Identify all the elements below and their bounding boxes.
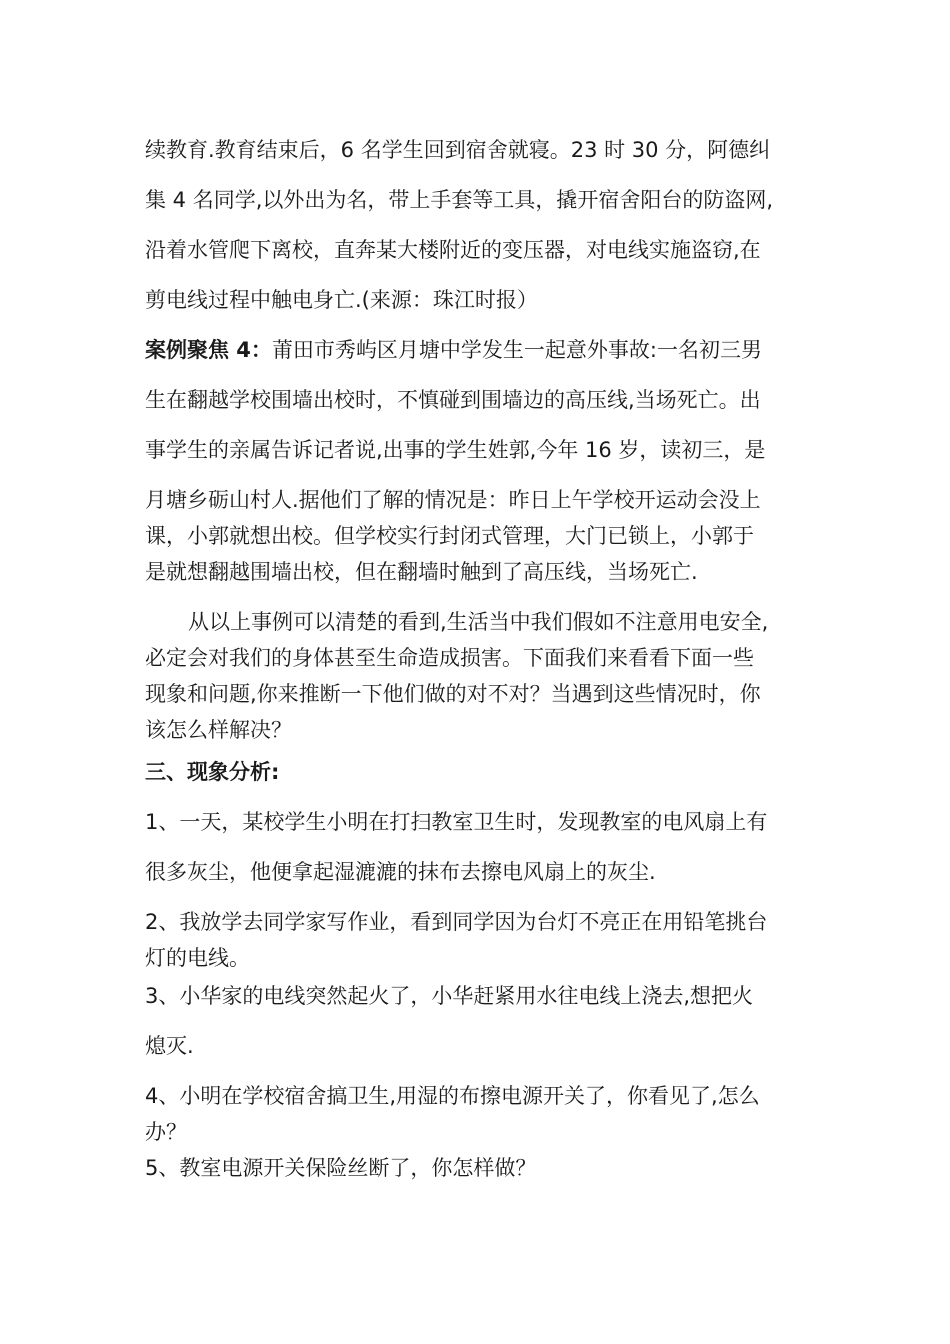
text-line: 办？ <box>145 1120 187 1144</box>
text-line: 该怎么样解决？ <box>145 718 292 742</box>
section-heading: 三、现象分析: <box>145 760 280 784</box>
text-line: 2、我放学去同学家写作业，看到同学因为台灯不亮正在用铅笔挑台 <box>145 910 768 934</box>
text-line: 生在翻越学校围墙出校时，不慎碰到围墙边的高压线,当场死亡。出 <box>145 388 761 412</box>
text-line: 很多灰尘，他便拿起湿漉漉的抹布去擦电风扇上的灰尘. <box>145 860 656 884</box>
text-line: 必定会对我们的身体甚至生命造成损害。下面我们来看看下面一些 <box>145 646 754 670</box>
text-line: 莆田市秀屿区月塘中学发生一起意外事故:一名初三男 <box>271 338 763 362</box>
text-line: 月塘乡砺山村人.据他们了解的情况是：昨日上午学校开运动会没上 <box>145 488 761 512</box>
text-line: 5、教室电源开关保险丝断了，你怎样做？ <box>145 1156 537 1180</box>
text-line: 1、一天，某校学生小明在打扫教室卫生时，发现教室的电风扇上有 <box>145 810 768 834</box>
text-line: 从以上事例可以清楚的看到,生活当中我们假如不注意用电安全, <box>188 610 769 634</box>
text-line: 集 4 名同学,以外出为名，带上手套等工具，撬开宿舍阳台的防盗网, <box>145 188 774 212</box>
text-line: 续教育.教育结束后，6 名学生回到宿舍就寝。23 时 30 分，阿德纠 <box>145 138 771 162</box>
text-line: 剪电线过程中触电身亡.(来源：珠江时报） <box>145 288 538 312</box>
text-line: 3、小华家的电线突然起火了，小华赶紧用水往电线上浇去,想把火 <box>145 984 754 1008</box>
text-line: 沿着水管爬下离校，直奔某大楼附近的变压器，对电线实施盗窃,在 <box>145 238 761 262</box>
text-line: 事学生的亲属告诉记者说,出事的学生姓郭,今年 16 岁，读初三，是 <box>145 438 766 462</box>
text-line: 4、小明在学校宿舍搞卫生,用湿的布擦电源开关了，你看见了,怎么 <box>145 1084 760 1108</box>
text-line: 现象和问题,你来推断一下他们做的对不对？当遇到这些情况时，你 <box>145 682 761 706</box>
text-line: 是就想翻越围墙出校，但在翻墙时触到了高压线，当场死亡. <box>145 560 698 584</box>
case-focus-paragraph <box>145 336 762 364</box>
text-line: 熄灭. <box>145 1034 194 1058</box>
case-focus-heading: 案例聚焦 4： <box>145 338 272 362</box>
text-line: 灯的电线。 <box>145 946 250 970</box>
text-line: 课，小郭就想出校。但学校实行封闭式管理，大门已锁上，小郭于 <box>145 524 754 548</box>
